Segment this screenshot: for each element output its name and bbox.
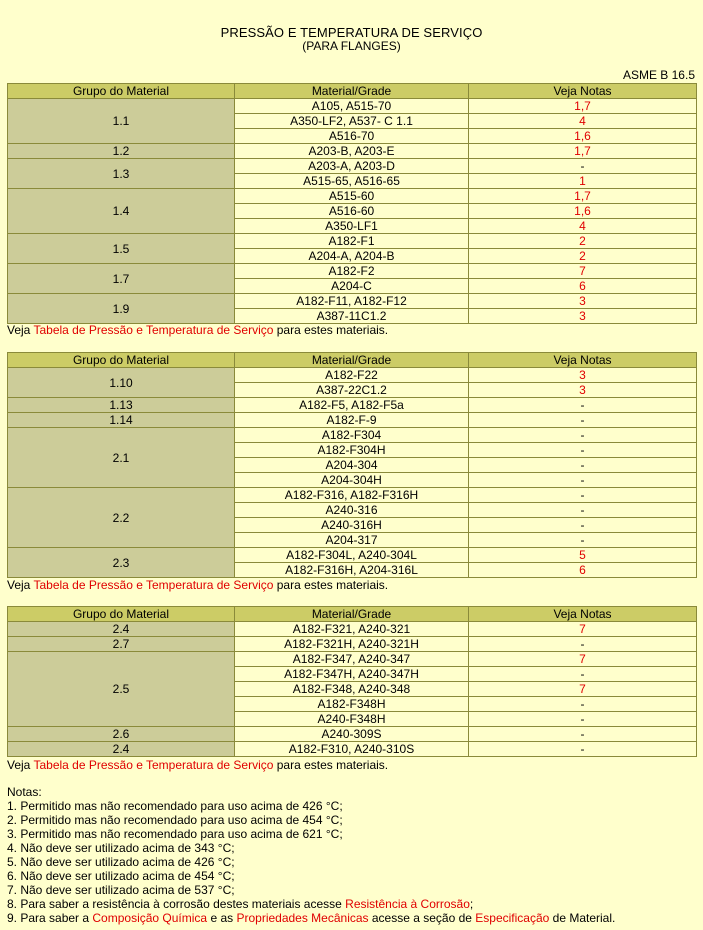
table-row bbox=[8, 622, 697, 637]
table-row bbox=[8, 652, 697, 667]
material-group-cell: 1.13 bbox=[8, 398, 235, 413]
material-grade-cell: A182-F316H, A204-316L bbox=[235, 563, 469, 578]
note-reference-link[interactable]: 4 bbox=[469, 219, 697, 234]
header-group: Grupo do Material bbox=[8, 353, 235, 368]
pressure-temperature-table-link[interactable]: Tabela de Pressão e Temperatura de Serviço bbox=[33, 323, 274, 337]
note-8-after: ; bbox=[469, 897, 474, 911]
note-reference-link[interactable]: 3 bbox=[469, 368, 697, 383]
note-item-7: 7. Não deve ser utilizado acima de 537 °C; bbox=[7, 883, 235, 897]
page-title: PRESSÃO E TEMPERATURA DE SERVIÇO bbox=[220, 25, 483, 40]
note-reference-link[interactable]: 1,7 bbox=[469, 189, 697, 204]
note-item-5: 5. Não deve ser utilizado acima de 426 °C; bbox=[7, 855, 235, 869]
note-cell: - bbox=[469, 637, 697, 652]
material-grade-cell: A182-F11, A182-F12 bbox=[235, 294, 469, 309]
note-reference-link[interactable]: 1,7 bbox=[469, 99, 697, 114]
material-grade-cell: A516-70 bbox=[235, 129, 469, 144]
material-grade-cell: A182-F22 bbox=[235, 368, 469, 383]
header-notes: Veja Notas bbox=[469, 607, 697, 622]
note-cell: - bbox=[469, 398, 697, 413]
material-grade-cell: A240-309S bbox=[235, 727, 469, 742]
note-reference-link[interactable]: 2 bbox=[469, 234, 697, 249]
material-table-2 bbox=[7, 352, 697, 578]
note-reference-link[interactable]: 6 bbox=[469, 563, 697, 578]
material-grade-cell: A204-304H bbox=[235, 473, 469, 488]
material-grade-cell: A387-11C1.2 bbox=[235, 309, 469, 324]
header-group: Grupo do Material bbox=[8, 84, 235, 99]
note-cell: - bbox=[469, 458, 697, 473]
pressure-temperature-table-link[interactable]: Tabela de Pressão e Temperatura de Serviço bbox=[33, 578, 274, 592]
note-9-mid2: acesse a seção de bbox=[368, 911, 476, 925]
note-reference-link[interactable]: 1,6 bbox=[469, 204, 697, 219]
material-grade-cell: A350-LF1 bbox=[235, 219, 469, 234]
material-grade-cell: A182-F304 bbox=[235, 428, 469, 443]
note-item-2: 2. Permitido mas não recomendado para uso acima de 454 °C; bbox=[7, 813, 343, 827]
table-row bbox=[8, 727, 697, 742]
table-row bbox=[8, 234, 697, 249]
note-cell: - bbox=[469, 428, 697, 443]
note-reference-link[interactable]: 1,7 bbox=[469, 144, 697, 159]
notes-section bbox=[7, 785, 615, 925]
chemical-composition-link[interactable]: Composição Química bbox=[92, 911, 208, 925]
material-group-cell: 1.4 bbox=[8, 189, 235, 234]
note-item-4: 4. Não deve ser utilizado acima de 343 °C; bbox=[7, 841, 235, 855]
see-table-line-1 bbox=[7, 323, 388, 337]
specification-link[interactable]: Especificação bbox=[475, 911, 550, 925]
standard-reference: ASME B 16.5 bbox=[622, 68, 695, 82]
table-row bbox=[8, 398, 697, 413]
material-grade-cell: A182-F-9 bbox=[235, 413, 469, 428]
material-grade-cell: A515-65, A516-65 bbox=[235, 174, 469, 189]
table-row bbox=[8, 742, 697, 757]
table-header-row bbox=[8, 607, 697, 622]
material-group-cell: 1.3 bbox=[8, 159, 235, 189]
see-suffix: para estes materiais. bbox=[273, 578, 389, 592]
table-row bbox=[8, 264, 697, 279]
table-row bbox=[8, 488, 697, 503]
note-item-9 bbox=[7, 911, 615, 925]
material-group-cell: 1.2 bbox=[8, 144, 235, 159]
note-item-8 bbox=[7, 897, 615, 911]
header-notes: Veja Notas bbox=[469, 84, 697, 99]
material-grade-cell: A182-F1 bbox=[235, 234, 469, 249]
material-grade-cell: A182-F347H, A240-347H bbox=[235, 667, 469, 682]
mechanical-properties-link[interactable]: Propriedades Mecânicas bbox=[236, 911, 369, 925]
material-grade-cell: A182-F347, A240-347 bbox=[235, 652, 469, 667]
material-grade-cell: A204-A, A204-B bbox=[235, 249, 469, 264]
table-row bbox=[8, 548, 697, 563]
table-header-row bbox=[8, 84, 697, 99]
see-prefix: Veja bbox=[7, 578, 34, 592]
note-9-text: 9. Para saber a bbox=[7, 911, 93, 925]
material-group-cell: 2.7 bbox=[8, 637, 235, 652]
header-notes: Veja Notas bbox=[469, 353, 697, 368]
note-cell: - bbox=[469, 742, 697, 757]
material-grade-cell: A240-F348H bbox=[235, 712, 469, 727]
material-grade-cell: A516-60 bbox=[235, 204, 469, 219]
material-group-cell: 2.3 bbox=[8, 548, 235, 578]
material-grade-cell: A182-F2 bbox=[235, 264, 469, 279]
table-header-row bbox=[8, 353, 697, 368]
note-reference-link[interactable]: 1 bbox=[469, 174, 697, 189]
note-cell: - bbox=[469, 488, 697, 503]
material-grade-cell: A182-F304L, A240-304L bbox=[235, 548, 469, 563]
material-grade-cell: A204-C bbox=[235, 279, 469, 294]
see-table-line-2 bbox=[7, 578, 388, 592]
table-row bbox=[8, 368, 697, 383]
table-row bbox=[8, 294, 697, 309]
material-grade-cell: A203-B, A203-E bbox=[235, 144, 469, 159]
material-grade-cell: A182-F316, A182-F316H bbox=[235, 488, 469, 503]
see-table-line-3 bbox=[7, 758, 388, 772]
note-reference-link[interactable]: 7 bbox=[469, 264, 697, 279]
see-suffix: para estes materiais. bbox=[273, 758, 389, 772]
material-grade-cell: A182-F348H bbox=[235, 697, 469, 712]
table-row bbox=[8, 99, 697, 114]
material-group-cell: 2.2 bbox=[8, 488, 235, 548]
material-grade-cell: A182-F321, A240-321 bbox=[235, 622, 469, 637]
note-cell: - bbox=[469, 667, 697, 682]
note-reference-link[interactable]: 2 bbox=[469, 249, 697, 264]
material-grade-cell: A182-F348, A240-348 bbox=[235, 682, 469, 697]
material-table-1 bbox=[7, 83, 697, 324]
header-material: Material/Grade bbox=[235, 84, 469, 99]
note-item-1: 1. Permitido mas não recomendado para uso acima de 426 °C; bbox=[7, 799, 343, 813]
material-grade-cell: A240-316 bbox=[235, 503, 469, 518]
note-reference-link[interactable]: 4 bbox=[469, 114, 697, 129]
note-reference-link[interactable]: 3 bbox=[469, 383, 697, 398]
material-grade-cell: A182-F304H bbox=[235, 443, 469, 458]
material-grade-cell: A182-F5, A182-F5a bbox=[235, 398, 469, 413]
header-group: Grupo do Material bbox=[8, 607, 235, 622]
note-9-after: de Material. bbox=[549, 911, 616, 925]
material-grade-cell: A182-F310, A240-310S bbox=[235, 742, 469, 757]
material-grade-cell: A182-F321H, A240-321H bbox=[235, 637, 469, 652]
table-row bbox=[8, 637, 697, 652]
material-grade-cell: A240-316H bbox=[235, 518, 469, 533]
note-8-text: 8. Para saber a resistência à corrosão destes materiais acesse bbox=[7, 897, 346, 911]
material-group-cell: 2.6 bbox=[8, 727, 235, 742]
material-group-cell: 1.5 bbox=[8, 234, 235, 264]
table-row bbox=[8, 144, 697, 159]
see-prefix: Veja bbox=[7, 323, 34, 337]
material-group-cell: 2.1 bbox=[8, 428, 235, 488]
note-reference-link[interactable]: 7 bbox=[469, 622, 697, 637]
material-table-3 bbox=[7, 606, 697, 757]
note-cell: - bbox=[469, 712, 697, 727]
note-cell: - bbox=[469, 413, 697, 428]
material-group-cell: 1.14 bbox=[8, 413, 235, 428]
table-row bbox=[8, 189, 697, 204]
note-reference-link[interactable]: 3 bbox=[469, 309, 697, 324]
header-material: Material/Grade bbox=[235, 353, 469, 368]
material-grade-cell: A387-22C1.2 bbox=[235, 383, 469, 398]
material-grade-cell: A204-317 bbox=[235, 533, 469, 548]
note-cell: - bbox=[469, 473, 697, 488]
material-grade-cell: A203-A, A203-D bbox=[235, 159, 469, 174]
note-reference-link[interactable]: 6 bbox=[469, 279, 697, 294]
material-grade-cell: A105, A515-70 bbox=[235, 99, 469, 114]
see-suffix: para estes materiais. bbox=[273, 323, 389, 337]
note-cell: - bbox=[469, 533, 697, 548]
note-cell: - bbox=[469, 443, 697, 458]
note-cell: - bbox=[469, 697, 697, 712]
material-group-cell: 2.5 bbox=[8, 652, 235, 727]
note-reference-link[interactable]: 3 bbox=[469, 294, 697, 309]
material-grade-cell: A350-LF2, A537- C 1.1 bbox=[235, 114, 469, 129]
table-row bbox=[8, 413, 697, 428]
material-group-cell: 1.9 bbox=[8, 294, 235, 324]
table-row bbox=[8, 428, 697, 443]
material-grade-cell: A204-304 bbox=[235, 458, 469, 473]
note-item-6: 6. Não deve ser utilizado acima de 454 °C; bbox=[7, 869, 235, 883]
note-cell: - bbox=[469, 159, 697, 174]
note-reference-link[interactable]: 1,6 bbox=[469, 129, 697, 144]
note-reference-link[interactable]: 7 bbox=[469, 682, 697, 697]
note-item-3: 3. Permitido mas não recomendado para uso acima de 621 °C; bbox=[7, 827, 343, 841]
note-reference-link[interactable]: 7 bbox=[469, 652, 697, 667]
note-cell: - bbox=[469, 518, 697, 533]
pressure-temperature-table-link[interactable]: Tabela de Pressão e Temperatura de Serviço bbox=[33, 758, 274, 772]
see-prefix: Veja bbox=[7, 758, 34, 772]
material-group-cell: 1.7 bbox=[8, 264, 235, 294]
page-subtitle: (PARA FLANGES) bbox=[302, 39, 401, 53]
table-row bbox=[8, 159, 697, 174]
note-reference-link[interactable]: 5 bbox=[469, 548, 697, 563]
note-9-mid: e as bbox=[207, 911, 237, 925]
material-group-cell: 2.4 bbox=[8, 742, 235, 757]
material-grade-cell: A515-60 bbox=[235, 189, 469, 204]
corrosion-resistance-link[interactable]: Resistência à Corrosão bbox=[345, 897, 470, 911]
material-group-cell: 1.1 bbox=[8, 99, 235, 144]
notes-heading: Notas: bbox=[7, 785, 42, 799]
note-cell: - bbox=[469, 727, 697, 742]
material-group-cell: 2.4 bbox=[8, 622, 235, 637]
note-cell: - bbox=[469, 503, 697, 518]
material-group-cell: 1.10 bbox=[8, 368, 235, 398]
header-material: Material/Grade bbox=[235, 607, 469, 622]
